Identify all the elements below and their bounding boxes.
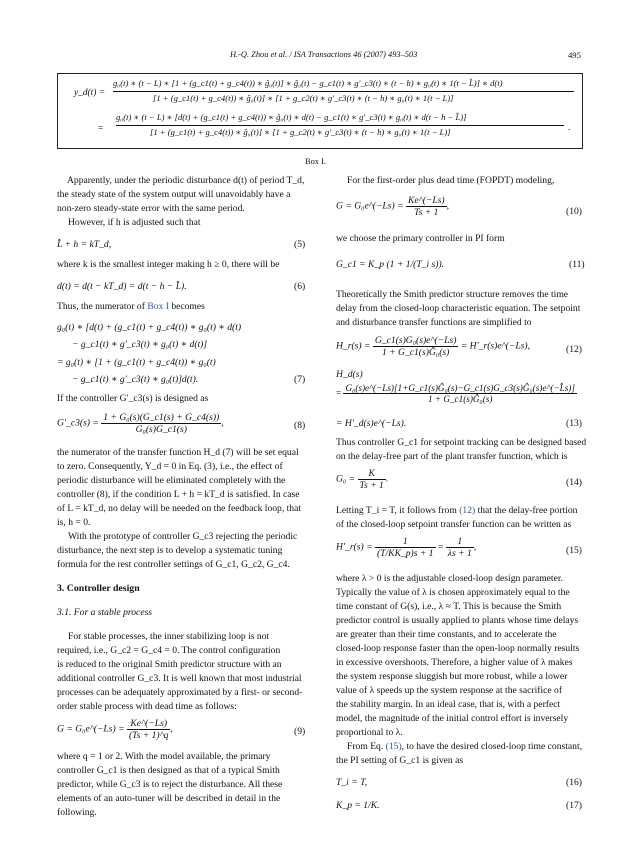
- left-p5: If the controller G′_c3(s) is designed as: [57, 393, 209, 404]
- box-eq2-equals: =: [98, 124, 104, 134]
- equation-15-denominator: (T/KK_p)s + 1: [376, 548, 434, 559]
- left-p9-line: following.: [57, 807, 97, 818]
- equation-8: [57, 412, 224, 435]
- page-number: 495: [568, 50, 581, 60]
- equation-11: G_c1 = K_p (1 + 1/(T_i s)).: [336, 259, 445, 270]
- equation-10-tail: ,: [446, 200, 450, 212]
- box-eq2-denominator: [1 + (g_c1(t) + g_c4(t)) ∗ ĝ₀(t)] ∗ [1 + g_c2(t) ∗ g′_c3(t) ∗ (t − h) ∗ g₀(t) ∗ 1(t − L)]: [150, 127, 451, 137]
- equation-13-numerator: G₀(s)e^(−Ls)[1+G_c1(s)Ĝ₀(s)−G_c1(s)G_c3(s)Ĝ₀(s)e^(−L̂s)]: [345, 383, 575, 393]
- left-p9-line: predictor, while G_c3 is to reject the disturbance. All these: [57, 779, 283, 790]
- equation-7-line: − g_c1(t) ∗ g′_c3(t) ∗ g₀(t) ∗ d(t)]: [72, 339, 208, 350]
- equation-15-lhs: H′_r(s) =: [336, 541, 373, 553]
- equation-9-fraction: [127, 718, 171, 741]
- equation-5-number: (5): [294, 239, 306, 250]
- equation-9-tail: ,: [170, 723, 173, 735]
- equation-10: [336, 195, 449, 218]
- equation-8-number: (8): [294, 420, 306, 431]
- right-p1: For the first-order plus dead time (FOPDT) modeling,: [347, 175, 555, 186]
- box-label: Box I.: [305, 157, 326, 166]
- equation-15-mid: =: [437, 541, 444, 553]
- box-i-link[interactable]: Box I: [147, 301, 169, 312]
- equation-13-denominator: 1 + G_c1(s)Ĝ₀(s): [427, 394, 493, 404]
- equation-12-number: (12): [566, 344, 582, 355]
- equation-16: T_i = T,: [336, 777, 368, 788]
- right-p6-line: the stability margin. In an ideal case, that is, with a perfect: [336, 699, 561, 710]
- left-p4-pre: Thus, the numerator of: [57, 301, 148, 312]
- equation-16-number: (16): [566, 777, 582, 788]
- equation-15-denominator-2: λs + 1: [447, 548, 472, 559]
- left-p1-line: the steady state of the system output will unavoidably have a: [57, 189, 291, 200]
- box-eq1-denominator: [1 + (g_c1(t) + g_c4(t)) ∗ ĝ₀(t)] ∗ [1 + g_c2(t) ∗ g′_c3(t) ∗ (t − h) ∗ g₀(t) ∗ 1(t − L)]: [153, 93, 454, 103]
- equation-8-fraction: [101, 412, 224, 435]
- right-p5-line2: of the closed-loop setpoint transfer function can be written as: [336, 519, 572, 530]
- right-p2: we choose the primary controller in PI form: [336, 233, 505, 244]
- box-lhs: y_d(t) =: [74, 88, 106, 98]
- equation-15-number: (15): [566, 545, 582, 556]
- right-p6-line: predictor control is usually applied to plants whose time delays: [336, 615, 579, 626]
- equation-15: [336, 536, 476, 559]
- left-p6-line: controller (8), if the condition L + h = kT_d is satisfied. In case: [57, 489, 300, 500]
- right-p6-line: closed-loop response faster than the open-loop normally results: [336, 643, 580, 654]
- equation-14-lhs: G₀ =: [336, 473, 356, 485]
- right-p6-line: proportional to λ.: [336, 727, 403, 738]
- left-p1-line: non-zero steady-state error with the same period.: [57, 203, 245, 214]
- right-p6-line: are greater than their time constants, and to accelerate the: [336, 629, 557, 640]
- right-p6-line: value of λ speeds up the system response at the sacrifice of: [336, 685, 563, 696]
- box-eq2-fraction-bar: [116, 125, 564, 126]
- left-p6-line: the numerator of the transfer function H_d (7) will be set equal: [57, 447, 299, 458]
- left-p7-line: formula for the rest controller settings of G_c1, G_c2, G_c4.: [57, 559, 290, 570]
- equation-12-lhs: H_r(s) =: [336, 340, 371, 352]
- left-p6-line: to zero. Consequently, Y_d = 0 in Eq. (3), i.e., the effect of: [57, 461, 283, 472]
- equation-7-line: g₀(t) ∗ [d(t) + (g_c1(t) + g_c4(t)) ∗ g₀(t) ∗ d(t): [57, 322, 242, 333]
- left-p6-line: is, h = 0.: [57, 517, 91, 528]
- left-p4-post: becomes: [168, 301, 205, 312]
- equation-11-number: (11): [569, 259, 585, 270]
- right-p6-line: the system response sluggish but more robust, while a lower: [336, 671, 568, 682]
- equation-8-numerator: 1 + G₀(s)(G_c1(s) + G_c4(s)): [103, 412, 220, 423]
- right-p3-line: and disturbance transfer functions are simplified to: [336, 317, 532, 328]
- left-p6-line: of L = kT_d, no delay will be needed on the feedback loop, that: [57, 503, 302, 514]
- equation-13-fraction: [343, 383, 576, 404]
- left-p2: However, if h is adjusted such that: [68, 217, 201, 228]
- left-p9-line: where q = 1 or 2. With the model available, the primary: [57, 751, 271, 762]
- equation-7-number: (7): [294, 374, 306, 385]
- right-p7-line2: the PI setting of G_c1 is given as: [336, 755, 464, 766]
- left-p4: [57, 301, 205, 312]
- left-p7-line: With the prototype of controller G_c3 rejecting the periodic: [68, 531, 298, 542]
- equation-15-tail: ,: [473, 541, 477, 553]
- equation-17: K_p = 1/K.: [336, 800, 380, 811]
- equation-14: [336, 468, 388, 491]
- equation-14-number: (14): [566, 477, 582, 488]
- equation-15-numerator: 1: [375, 536, 436, 548]
- left-p8-line: required, i.e., G_c2 = G_c4 = 0. The control configuration: [57, 645, 281, 656]
- right-p7: [347, 741, 582, 752]
- box-eq2-period: .: [568, 123, 571, 133]
- equation-9-numerator: Ke^(−Ls): [127, 718, 171, 730]
- equation-14-denominator: Ts + 1: [359, 480, 384, 491]
- equation-10-number: (10): [566, 206, 582, 217]
- equation-13: = $\frac{\text{G₀(s)e\textasciicircum{}(−Ls)[1+G\_c1(s)Ĝ₀(s)−G\_c1(s)G\_c3(s)Ĝ₀(s)e\textasciicircum{}(−L̂s)]}}{\text{1 + G\_c1(s)Ĝ₀(s)}}$: [336, 383, 575, 404]
- equation-10-lhs: G = G₀e^(−Ls) =: [336, 200, 404, 212]
- equation-15-numerator-2: 1: [446, 536, 474, 548]
- equation-12: [336, 335, 530, 358]
- equation-8-lhs: G′_c3(s) =: [57, 417, 99, 429]
- equation-15-fraction-2: [446, 536, 477, 559]
- right-p6-line: in excessive overshoots. Therefore, a higher value of λ makes: [336, 657, 573, 668]
- left-p8-line: For stable processes, the inner stabilizing loop is not: [68, 631, 270, 642]
- right-p3-line: Theoretically the Smith predictor structure removes the time: [336, 289, 569, 300]
- right-p6-line: where λ > 0 is the adjustable closed-loop design parameter.: [336, 573, 563, 584]
- equation-8-tail: ,: [221, 417, 224, 429]
- equation-9-lhs: G = G₀e^(−Ls) =: [57, 723, 125, 735]
- equation-10-numerator: Ke^(−Ls): [407, 195, 445, 206]
- equation-5: L̂ + h = kT_d,: [57, 239, 112, 250]
- equation-9-denominator: (Ts + 1)^q: [128, 730, 169, 741]
- left-p8-line: processes can be adequately approximated by a first- or second-: [57, 687, 303, 698]
- right-p6-line: Typically the value of λ is chosen approximately equal to the: [336, 587, 570, 598]
- equation-12-numerator: G_c1(s)G₀(s)e^(−Ls): [374, 335, 457, 346]
- equation-6-number: (6): [294, 281, 306, 292]
- equation-14-numerator: K: [358, 468, 386, 480]
- equation-12-denominator: 1 + G_c1(s)Ĝ₀(s): [381, 347, 450, 358]
- right-p4-line: on the delay-free part of the plant transfer function, which is: [336, 451, 568, 462]
- left-p3: where k is the smallest integer making h ≥ 0, there will be: [57, 259, 280, 270]
- left-p8-line: additional controller G_c3. It is well known that most industrial: [57, 673, 302, 684]
- box-eq1-numerator: g₀(t) ∗ (t − L) ∗ [1 + (g_c1(t) + g_c4(t)) ∗ ĝ₀(t)] ∗ ĝ₀(t) − g_c1(t) ∗ g′_c3(t) ∗ (t − h) ∗ g₀(t) ∗ 1(t − L̂)] ∗ d(t): [113, 78, 503, 88]
- equation-15-link[interactable]: (15): [385, 741, 402, 752]
- running-header: H.-Q. Zhou et al. / ISA Transactions 46 (2007) 493–503: [230, 50, 418, 59]
- equation-12-tail: = H′_r(s)e^(−Ls),: [460, 340, 531, 352]
- equation-10-denominator: Ts + 1: [414, 207, 439, 218]
- equation-13-number: (13): [566, 418, 582, 429]
- left-p9-line: elements of an auto-tuner will be described in detail in the: [57, 793, 281, 804]
- equation-13-lhs: H_d(s): [336, 369, 363, 380]
- equation-14-fraction: [358, 468, 389, 491]
- left-p8-line: is reduced to the original Smith predictor structure with an: [57, 659, 282, 670]
- left-p1-line: Apparently, under the periodic disturbance d(t) of period T_d,: [67, 175, 305, 186]
- left-p9-line: controller G_c1 is then designed as that of a typical Smith: [57, 765, 280, 776]
- left-p7-line: disturbance, the next step is to develop a systematic tuning: [57, 545, 283, 556]
- box-eq2-numerator: g₀(t) ∗ (t − L) ∗ [d(t) + (g_c1(t) + g_c4(t)) ∗ ĝ₀(t) ∗ d(t) − g_c1(t) ∗ g′_c3(t) ∗ g₀(t) ∗ d(t − h − L̂)]: [116, 112, 467, 122]
- right-p6-line: model, the magnitude of the initial control effort is inversely: [336, 713, 569, 724]
- equation-7-line: − g_c1(t) ∗ g′_c3(t) ∗ g₀(t)]d(t).: [72, 374, 199, 385]
- equation-15-fraction: [375, 536, 436, 559]
- equation-17-number: (17): [566, 800, 582, 811]
- right-p6-line: time constant of G(s), i.e., λ ≈ T. This is because the Smith: [336, 601, 562, 612]
- subsection-heading: 3.1. For a stable process: [57, 607, 153, 618]
- right-p3-line: delay from the closed-loop characteristic equation. The setpoint: [336, 303, 581, 314]
- right-p7-post: , to have the desired closed-loop time constant,: [401, 741, 583, 752]
- box-i-frame: [57, 73, 583, 149]
- left-p8-line: order stable process with dead time as follows:: [57, 701, 237, 712]
- equation-13-line2: = H′_d(s)e^(−Ls).: [336, 418, 407, 429]
- equation-12-link[interactable]: (12): [459, 505, 476, 516]
- equation-7-line: = g₀(t) ∗ [1 + (g_c1(t) + g_c4(t)) ∗ g₀(t): [57, 357, 216, 368]
- equation-6: d(t) = d(t − kT_d) = d(t − h − L̂).: [57, 281, 187, 292]
- equation-12-fraction: [373, 335, 459, 358]
- equation-9-number: (9): [294, 726, 306, 737]
- section-heading: 3. Controller design: [57, 583, 140, 594]
- right-p5: [336, 505, 577, 516]
- equation-9: [57, 718, 173, 741]
- equation-10-fraction: [406, 195, 450, 218]
- equation-14-tail: .: [385, 473, 389, 485]
- right-p5-pre: Letting T_i = T, it follows from: [336, 505, 460, 516]
- right-p7-pre: From Eq.: [347, 741, 386, 752]
- left-p6-line: periodic disturbance will be eliminated completely with the: [57, 475, 286, 486]
- right-p4-line: Thus controller G_c1 for setpoint tracking can be designed based: [336, 437, 587, 448]
- equation-8-denominator: G₀(s)G_c1(s): [135, 424, 187, 435]
- right-p5-post: that the delay-free portion: [475, 505, 578, 516]
- box-eq1-fraction-bar: [113, 91, 574, 92]
